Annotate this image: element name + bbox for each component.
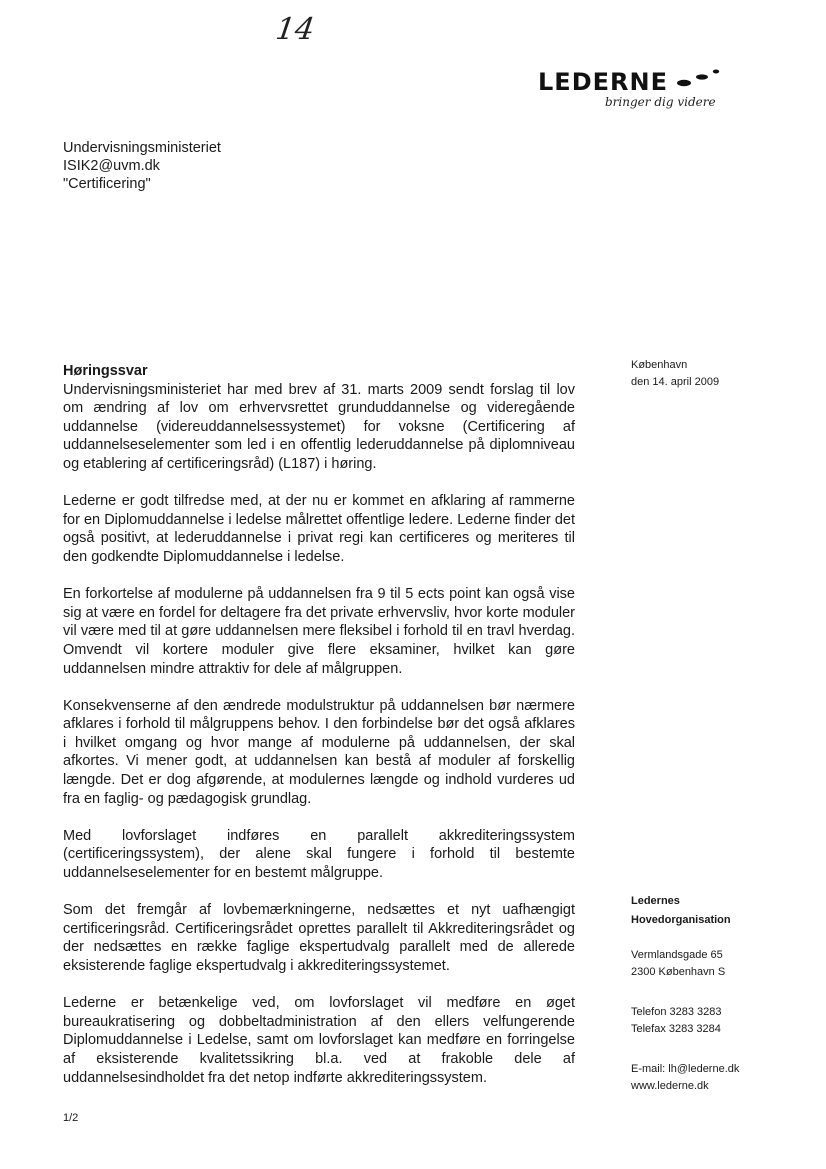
postal-address: 2300 København S — [631, 966, 726, 978]
letter-heading: Høringssvar — [63, 363, 148, 379]
recipient-address — [63, 139, 221, 193]
city: København — [631, 359, 688, 371]
letter-body — [63, 362, 575, 1106]
paragraph: En forkortelse af modulerne på uddannelsen fra 9 til 5 ects point kan også vise sig at være en fordel for deltagere fra det private erhvervsliv, hvor korte moduler vil være med til at gøre uddannelsen mere fleksibel i forhold til en travl hverdag. Omvendt vil kortere moduler give flere eksaminer, hvilket kan gøre uddannelsen mindre attraktiv for dele af målgruppen. — [63, 586, 575, 677]
date: den 14. april 2009 — [631, 376, 720, 388]
recipient-name: Undervisningsministeriet — [63, 140, 221, 156]
org-name-line2: Hovedorganisation — [631, 914, 731, 926]
website: www.lederne.dk — [631, 1080, 709, 1092]
paragraph: Konsekvenserne af den ændrede modulstruktur på uddannelsen bør nærmere afklares i forhold til målgruppens behov. I den forbindelse bør det også afklares i hvilket omgang og hvor mange af modulerne på uddannelsen, der skal afkortes. Vi mener godt, at uddannelsen kan bestå af moduler af forskellig længde. Det er dog afgørende, at modulernes længde og indhold vurderes ud fra en faglig- og pædagogisk grundlag. — [63, 697, 575, 807]
org-name-line1: Ledernes — [631, 895, 680, 907]
paragraph: Som det fremgår af lovbemærkningerne, nedsættes et nyt uafhængigt certificeringsråd. Certificeringsrådet oprettes parallelt til Akkrediteringsrådet og der nedsættes en række faglige ekspertudvalg parallelt med de allerede eksisterende faglige ekspertudvalg i akkrediteringssystemet. — [63, 902, 575, 974]
place-and-date — [631, 357, 719, 391]
sender-phone-block — [631, 1004, 722, 1038]
phone: Telefon 3283 3283 — [631, 1006, 722, 1018]
paragraph: Med lovforslaget indføres en parallelt akkrediteringssystem (certificeringssystem), der alene skal fungere i forhold til bestemte uddannelseselementer for en bestemt målgruppe. — [63, 827, 575, 882]
fax: Telefax 3283 3284 — [631, 1023, 721, 1035]
logo-wordmark: LEDERNE — [538, 68, 668, 96]
recipient-subject: "Certificering" — [63, 176, 151, 192]
paragraph: Undervisningsministeriet har med brev af 31. marts 2009 sendt forslag til lov om ændring af lov om erhvervsrettet grunduddannelse og videregående uddannelse (videreuddannelsessystemet) for voksne (Certificering af uddannelseselementer som led i en offentlig lederuddannelse på diplomniveau og etablering af certificeringsråd) (L187) i høring. — [63, 381, 575, 472]
sender-contact-block — [631, 1061, 739, 1095]
handwritten-page-number: 14 — [273, 12, 317, 47]
recipient-email: ISIK2@uvm.dk — [63, 158, 160, 174]
street-address: Vermlandsgade 65 — [631, 949, 723, 961]
page-indicator: 1/2 — [63, 1112, 79, 1124]
paragraph: Lederne er godt tilfredse med, at der nu er kommet en afklaring af rammerne for en Diplomuddannelse i ledelse målrettet offentlige ledere. Lederne finder det også positivt, at lederuddannelse i privat regi kan certificeres og meriteres til den godkendte Diplomuddannelse i ledelse. — [63, 493, 575, 565]
email: E-mail: lh@lederne.dk — [631, 1063, 740, 1075]
paragraph: Lederne er betænkelige ved, om lovforslaget vil medføre en øget bureaukratisering og dobbeltadministration af den ellers velfungerende Diplomuddannelse i Ledelse, samt om lovforslaget kan medføre en forringelse af eksisterende kvalitetssikring bl.a. ved at frakoble dele af uddannelsesindholdet fra det netop indførte akkrediteringssystem. — [63, 995, 575, 1086]
logo-tagline: bringer dig videre — [605, 95, 716, 109]
sender-address — [631, 947, 725, 981]
logo-dots-icon — [672, 68, 724, 90]
lederne-logo — [538, 68, 738, 118]
sender-organization — [631, 892, 731, 930]
